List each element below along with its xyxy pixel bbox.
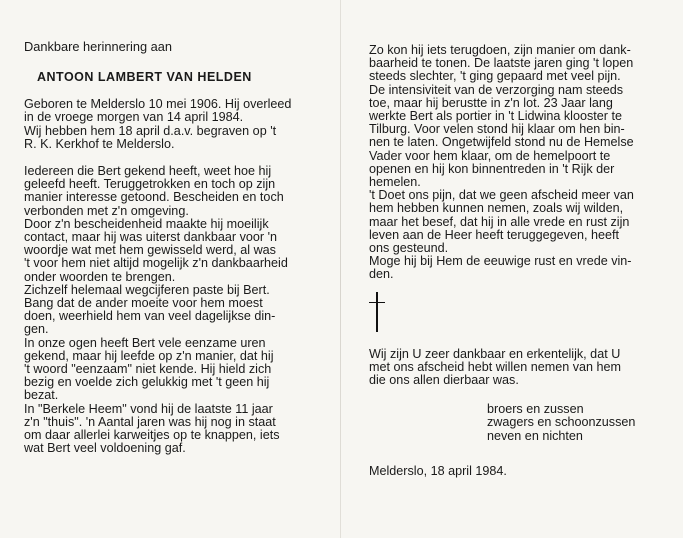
intro-line: Dankbare herinnering aan — [24, 39, 172, 54]
text-line: nen te laten. Ongetwijfeld stond nu de Hemelse — [369, 135, 634, 150]
text-line: gen. — [24, 322, 49, 337]
text-line: openen en hij kon binnentreden in 't Rijk der — [369, 161, 615, 176]
text-line: Wij zijn U zeer dankbaar en erkentelijk, dat U — [369, 346, 621, 361]
text-line: Vader voor hem klaar, om de hemelpoort te — [369, 148, 611, 163]
text-line: met ons afscheid hebt willen nemen van hem — [369, 359, 622, 374]
text-line: bezat. — [24, 388, 59, 403]
text-line: om daar allerlei karweitjes op te knappen, iets — [24, 428, 280, 443]
place-date: Melderslo, 18 april 1984. — [369, 463, 507, 478]
thanks-paragraph — [369, 348, 659, 388]
text-line: doen, weerhield hem van veel dagelijkse din- — [24, 309, 276, 324]
text-line: verbonden met z'n omgeving. — [24, 203, 189, 218]
birth-paragraph — [24, 98, 314, 151]
card-fold — [340, 0, 341, 538]
text-line: 't voor hem niet altijd mogelijk z'n dankbaarheid — [24, 256, 288, 271]
text-line: Zichzelf helemaal wegcijferen paste bij Bert. — [24, 282, 270, 297]
text-line: z'n "thuis". 'n Aantal jaren was hij nog in staat — [24, 414, 276, 429]
left-page — [24, 40, 314, 455]
text-line: In "Berkele Heem" vond hij de laatste 11 jaar — [24, 401, 273, 416]
continuation-paragraph — [369, 44, 659, 282]
text-line: woordje wat met hem gewisseld werd, al was — [24, 243, 276, 258]
text-line: toe, maar hij berustte in z'n lot. 23 Jaar lang — [369, 95, 613, 110]
text-line: bezig en voelde zich gelukkig met 't geen hij — [24, 375, 270, 390]
signature-line: broers en zussen — [487, 402, 584, 417]
text-line: contact, maar hij was uiterst dankbaar voor 'n — [24, 230, 278, 245]
text-line: manier interesse getoond. Bescheiden en toch — [24, 190, 284, 205]
text-line: In onze ogen heeft Bert vele eenzame uren — [24, 335, 266, 350]
text-line: Zo kon hij iets terugdoen, zijn manier om dank- — [369, 43, 631, 57]
text-line: den. — [369, 267, 394, 282]
text-line: Iedereen die Bert gekend heeft, weet hoe hij — [24, 164, 272, 179]
text-line: 't Doet ons pijn, dat we geen afscheid meer van — [369, 188, 634, 203]
text-line: Geboren te Melderslo 10 mei 1906. Hij overleed — [24, 97, 292, 112]
text-line: Door z'n bescheidenheid maakte hij moeilijk — [24, 216, 269, 231]
text-line: ons gesteund. — [369, 241, 449, 256]
cross-icon — [369, 292, 389, 332]
text-line: werkte Bert als portier in 't Lidwina klooster te — [369, 109, 622, 124]
text-line: die ons allen dierbaar was. — [369, 373, 519, 388]
text-line: leven aan de Heer heeft teruggegeven, heeft — [369, 227, 619, 242]
text-line: Moge hij bij Hem de eeuwige rust en vrede vin- — [369, 254, 632, 269]
signature-block — [487, 403, 659, 443]
text-line: maar het besef, dat hij in alle vrede en rust zijn — [369, 214, 630, 229]
text-line: geleefd heeft. Teruggetrokken en toch op zijn — [24, 177, 276, 192]
text-line: Tilburg. Voor velen stond hij klaar om hen bin- — [369, 122, 625, 137]
life-paragraph — [24, 165, 314, 455]
text-line: steeds slechter, 't ging gepaard met veel pijn. — [369, 69, 621, 84]
right-page — [369, 44, 659, 478]
deceased-name: ANTOON LAMBERT VAN HELDEN — [37, 70, 252, 85]
text-line: hem hebben kunnen nemen, zoals wij wilden, — [369, 201, 624, 216]
text-line: onder woorden te brengen. — [24, 269, 176, 284]
text-line: Wij hebben hem 18 april d.a.v. begraven op 't — [24, 123, 277, 138]
text-line: wat Bert veel voldoening gaf. — [24, 441, 186, 456]
text-line: 't woord "eenzaam" niet kende. Hij hield zich — [24, 362, 272, 377]
text-line: baarheid te tonen. De laatste jaren ging 't lopen — [369, 56, 634, 71]
text-line: Bang dat de ander moeite voor hem moest — [24, 296, 263, 311]
text-line: De intensiviteit van de verzorging nam steeds — [369, 82, 624, 97]
text-line: gekend, maar hij leefde op z'n manier, dat hij — [24, 348, 274, 363]
signature-line: zwagers en schoonzussen — [487, 415, 636, 430]
signature-line: neven en nichten — [487, 428, 583, 443]
text-line: in de vroege morgen van 14 april 1984. — [24, 110, 244, 125]
text-line: R. K. Kerkhof te Melderslo. — [24, 136, 175, 151]
text-line: hemelen. — [369, 175, 421, 190]
